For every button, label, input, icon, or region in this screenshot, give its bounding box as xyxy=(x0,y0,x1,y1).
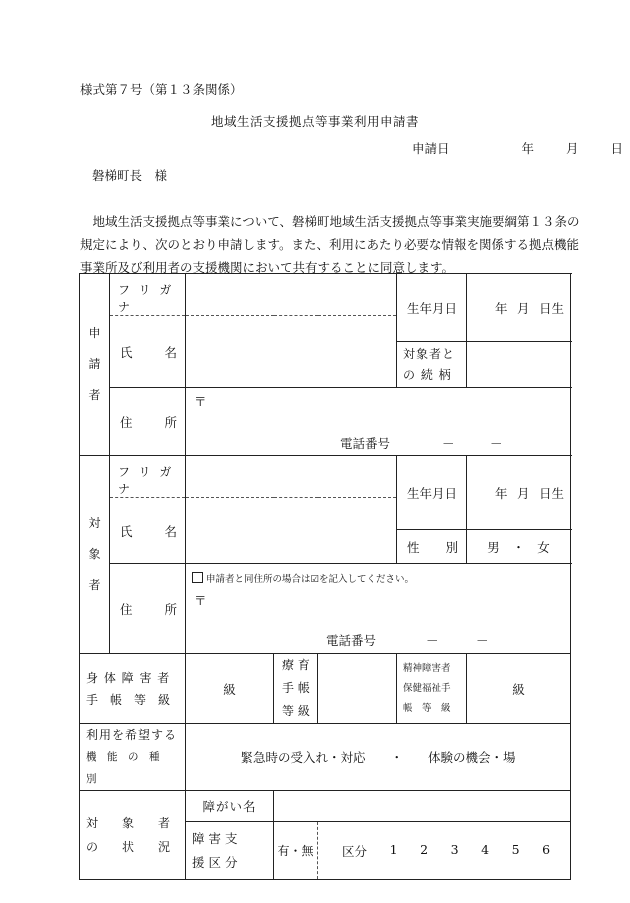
ryoiku-label: 療 育 手 帳 等 級 xyxy=(274,654,318,724)
applicant-phone-label: 電話番号 xyxy=(340,436,391,451)
addressee: 磐梯町長 様 xyxy=(92,168,168,183)
category-option[interactable]: 4 xyxy=(481,841,490,857)
same-address-checkbox[interactable] xyxy=(192,572,203,583)
subject-address-label: 住 所 xyxy=(110,564,186,654)
mental-disability-label: 精神障害者 保健福祉手 帳 等 級 xyxy=(397,654,467,724)
disability-name-field[interactable] xyxy=(274,791,571,822)
subject-status-label: 対 象 者 の 状 況 xyxy=(80,791,186,880)
applicant-birth-label: 生年月日 xyxy=(397,274,467,342)
subject-name-field[interactable] xyxy=(186,498,397,564)
body-text xyxy=(80,210,580,279)
disability-name-label: 障がい名 xyxy=(186,791,274,822)
category-option[interactable]: 1 xyxy=(389,841,398,857)
physical-grade-field[interactable]: 級 xyxy=(186,654,274,724)
applicant-relation-field[interactable] xyxy=(467,342,571,388)
date-day: 日 xyxy=(610,141,624,156)
same-address-note: 申請者と同住所の場合は☑を記入してください。 xyxy=(192,571,414,585)
phone-dash: － xyxy=(476,633,489,648)
application-date[interactable] xyxy=(412,139,623,157)
applicant-name-label: 氏 名 xyxy=(110,316,186,388)
body-line: 地域生活支援拠点等事業について、磐梯町地域生活支援拠点等事業実施要綱第１３条の xyxy=(80,214,580,229)
category-option[interactable]: 5 xyxy=(511,841,520,857)
support-category-field[interactable] xyxy=(318,822,571,880)
category-option[interactable]: 6 xyxy=(542,841,551,857)
date-month: 月 xyxy=(566,141,579,156)
body-line: 事業所及び利用者の支援機関において共有することに同意します。 xyxy=(80,260,455,275)
applicant-birth-field[interactable]: 年 月 日生 xyxy=(467,274,571,342)
application-form-table xyxy=(79,273,571,880)
applicant-furigana-label: フリガナ xyxy=(110,274,186,316)
postal-mark: 〒 xyxy=(194,394,207,409)
subject-birth-label: 生年月日 xyxy=(397,456,467,530)
function-type-label: 利用を希望する 機 能 の 種 別 xyxy=(80,724,186,791)
subject-furigana-field[interactable] xyxy=(186,456,397,498)
document-title: 地域生活支援拠点等事業利用申請書 xyxy=(210,114,419,129)
category-option[interactable]: 2 xyxy=(420,841,429,857)
date-year: 年 xyxy=(521,141,535,156)
support-category-label: 障 害 支 援 区 分 xyxy=(186,822,274,880)
applicant-section-label: 申 請 者 xyxy=(80,274,110,456)
applicant-name-field[interactable] xyxy=(186,316,397,388)
phone-dash: － xyxy=(426,633,439,648)
subject-name-label: 氏 名 xyxy=(110,498,186,564)
presence-field[interactable]: 有・無 xyxy=(274,822,318,880)
phone-dash: － xyxy=(490,436,503,451)
applicant-relation-label: 対象者と の 続 柄 xyxy=(397,342,467,388)
subject-address-field[interactable] xyxy=(186,564,571,654)
ryoiku-grade-field[interactable] xyxy=(318,654,397,724)
subject-furigana-label: フリガナ xyxy=(110,456,186,498)
form-number: 様式第７号（第１３条関係） xyxy=(80,82,243,97)
subject-birth-field[interactable]: 年 月 日生 xyxy=(467,456,571,530)
applicant-address-field[interactable] xyxy=(186,388,571,456)
physical-disability-label: 身 体 障 害 者 手 帳 等 級 xyxy=(80,654,186,724)
applicant-furigana-field[interactable] xyxy=(186,274,397,316)
postal-mark: 〒 xyxy=(194,593,207,608)
subject-sex-label: 性 別 xyxy=(397,530,467,564)
phone-dash: － xyxy=(442,436,455,451)
category-label: 区分 xyxy=(342,843,368,859)
date-label: 申請日 xyxy=(412,141,450,156)
subject-section-label: 対 象 者 xyxy=(80,456,110,654)
category-option[interactable]: 3 xyxy=(450,841,459,857)
subject-phone-label: 電話番号 xyxy=(326,633,377,648)
function-type-field[interactable]: 緊急時の受入れ・対応 ・ 体験の機会・場 xyxy=(186,724,571,791)
body-line: 規定により、次のとおり申請します。また、利用にあたり必要な情報を関係する拠点機能 xyxy=(80,237,580,252)
subject-sex-field[interactable]: 男 ・ 女 xyxy=(467,530,571,564)
applicant-address-label: 住 所 xyxy=(110,388,186,456)
mental-grade-field[interactable]: 級 xyxy=(467,654,571,724)
